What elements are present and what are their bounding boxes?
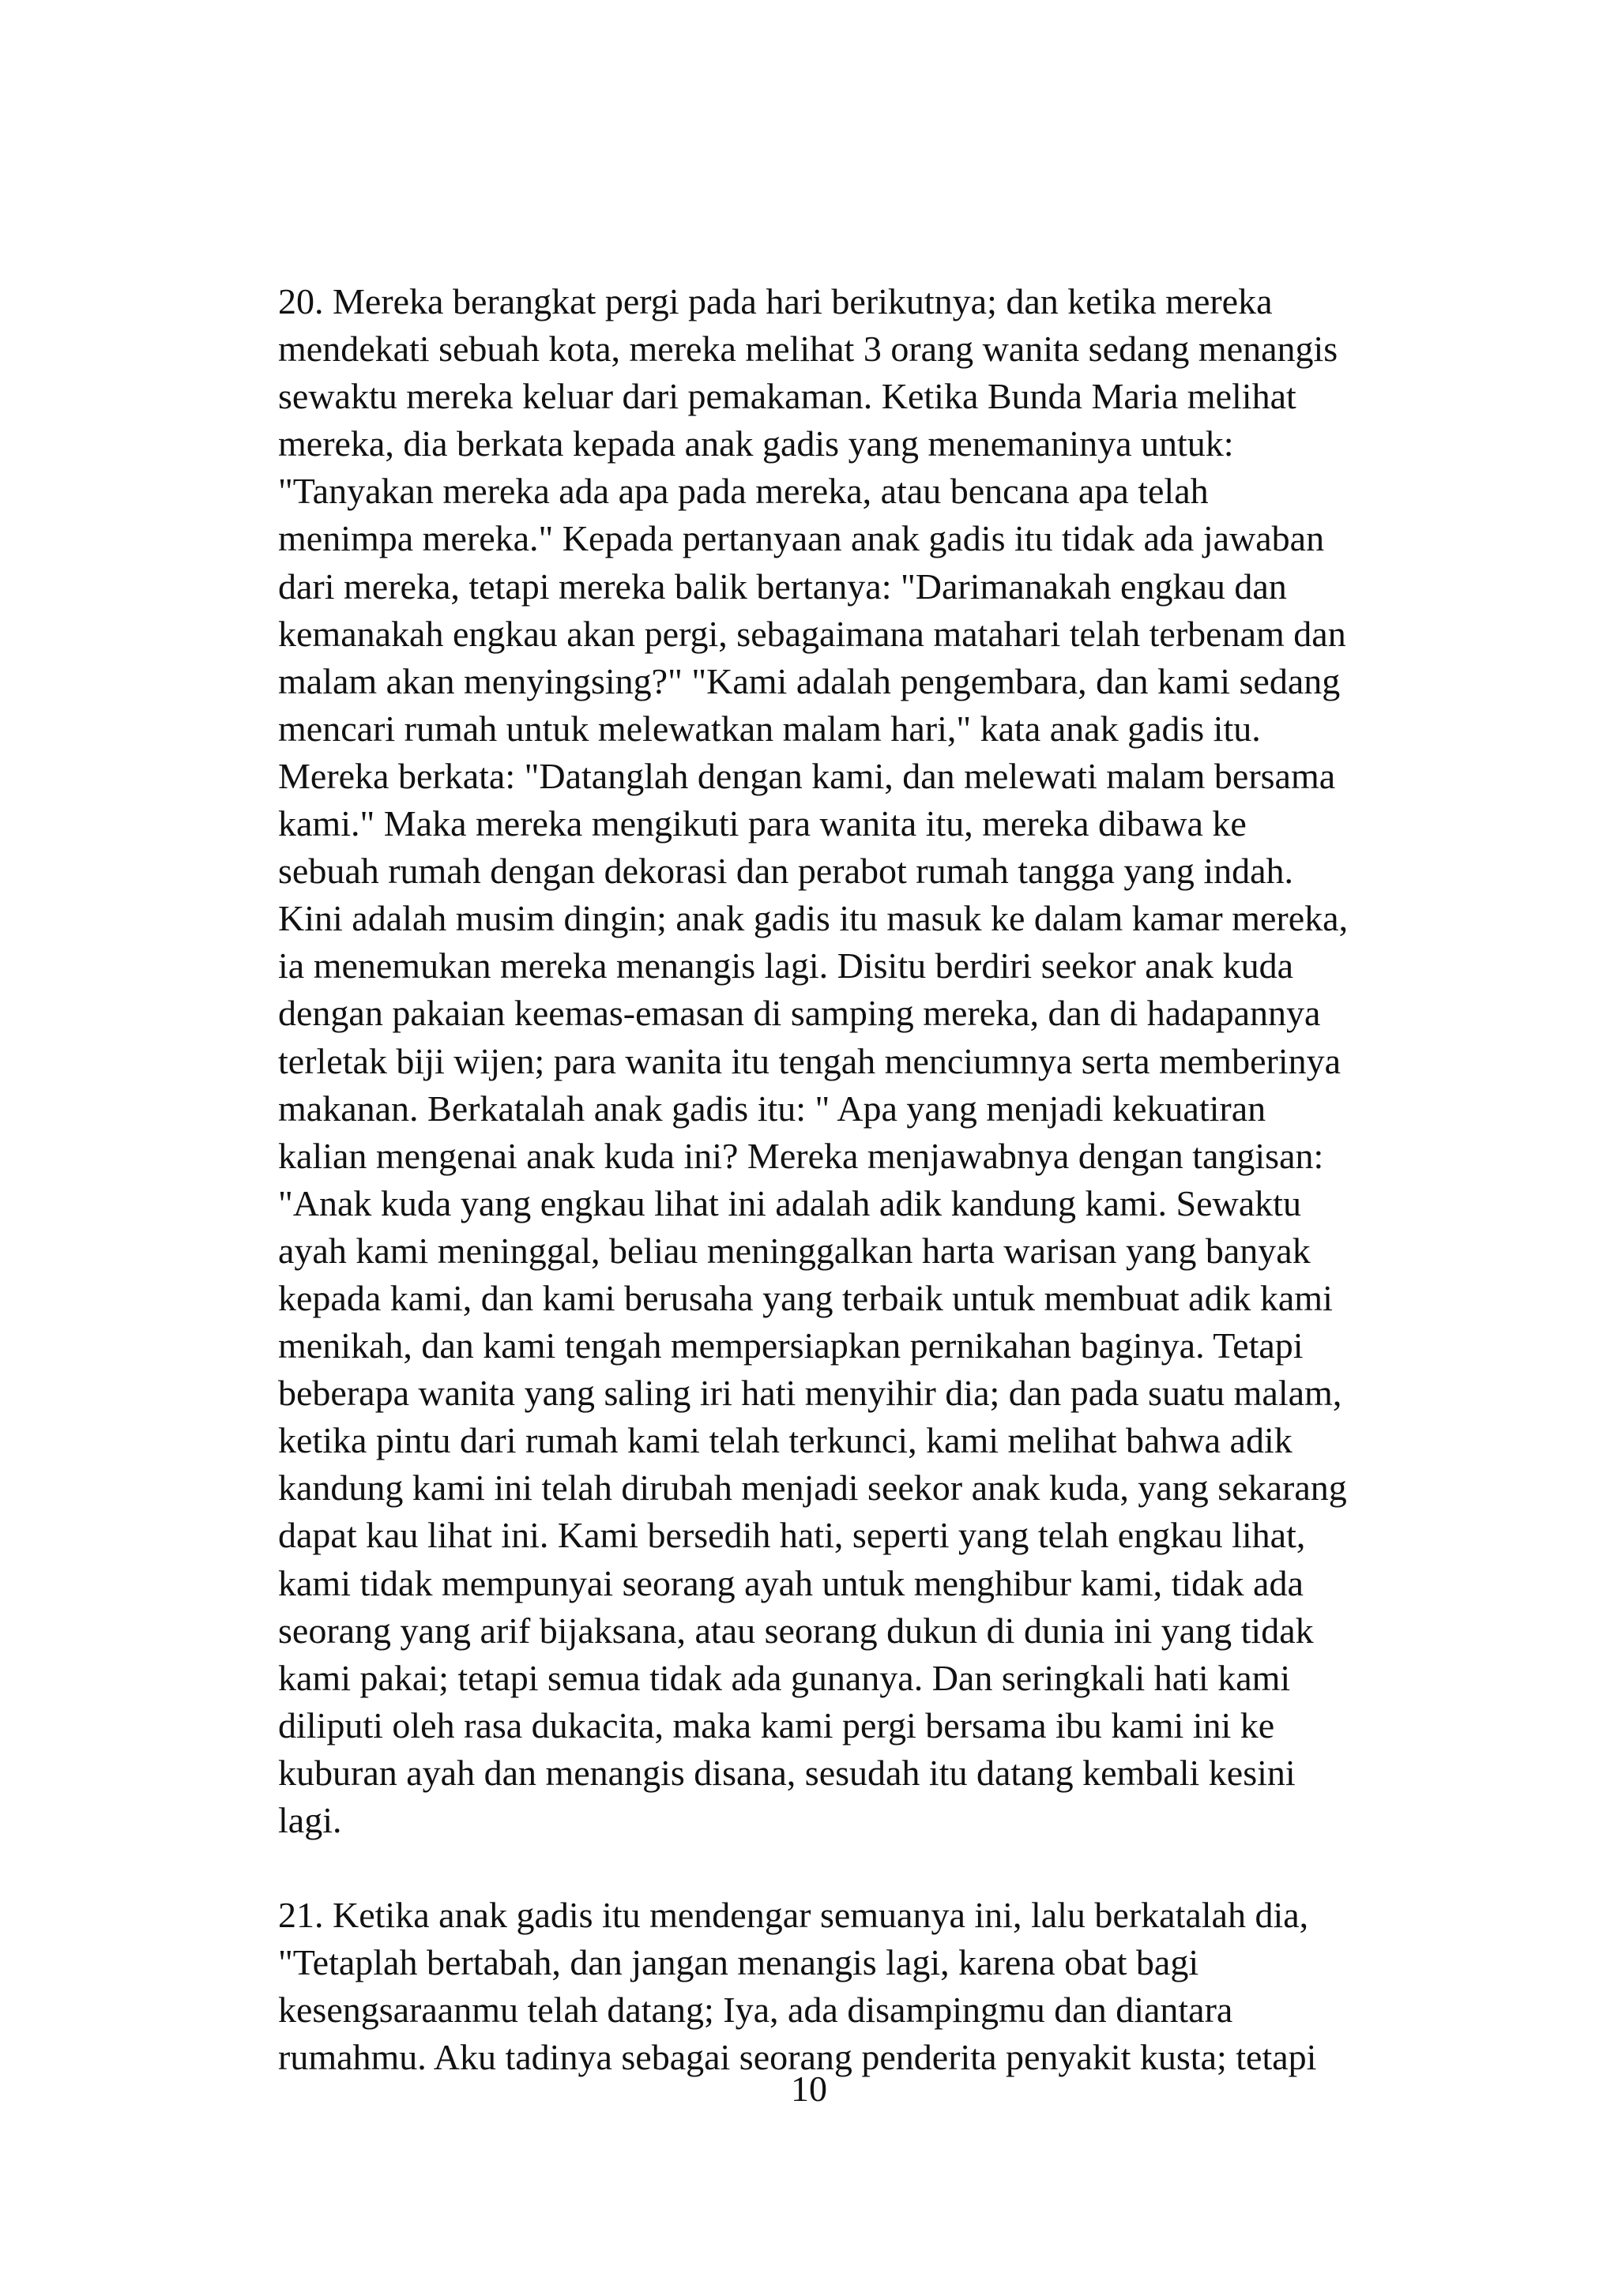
paragraph-20 [278,278,1432,1844]
text-line: mencari rumah untuk melewatkan malam hari," kata anak gadis itu. [278,708,1261,749]
text-line: kami pakai; tetapi semua tidak ada gunanya. Dan seringkali hati kami [278,1657,1291,1698]
text-line: sewaktu mereka keluar dari pemakaman. Ketika Bunda Maria melihat [278,376,1296,417]
text-line: kandung kami ini telah dirubah menjadi seekor anak kuda, yang sekarang [278,1467,1347,1509]
text-line: seorang yang arif bijaksana, atau seorang dukun di dunia ini yang tidak [278,1610,1314,1651]
text-line: mendekati sebuah kota, mereka melihat 3 orang wanita sedang menangis [278,329,1338,370]
text-line: ayah kami meninggal, beliau meninggalkan harta warisan yang banyak [278,1230,1311,1271]
text-line: beberapa wanita yang saling iri hati menyihir dia; dan pada suatu malam, [278,1373,1342,1414]
text-line: kami tidak mempunyai seorang ayah untuk menghibur kami, tidak ada [278,1562,1304,1603]
text-line: menimpa mereka." Kepada pertanyaan anak gadis itu tidak ada jawaban [278,518,1325,559]
text-line: ketika pintu dari rumah kami telah terkunci, kami melihat bahwa adik [278,1420,1293,1461]
text-line: 21. Ketika anak gadis itu mendengar semuanya ini, lalu berkatalah dia, [278,1895,1309,1936]
text-line: kemanakah engkau akan pergi, sebagaimana matahari telah terbenam dan [278,613,1346,654]
text-line: rumahmu. Aku tadinya sebagai seorang penderita penyakit kusta; tetapi [278,2037,1317,2078]
text-line: malam akan menyingsing?" "Kami adalah pengembara, dan kami sedang [278,660,1341,701]
text-line: kalian mengenai anak kuda ini? Mereka menjawabnya dengan tangisan: [278,1135,1324,1176]
text-line: mereka, dia berkata kepada anak gadis yang menemaninya untuk: [278,423,1234,464]
text-line: makanan. Berkatalah anak gadis itu: " Apa yang menjadi kekuatiran [278,1088,1266,1129]
text-line: sebuah rumah dengan dekorasi dan perabot rumah tangga yang indah. [278,851,1294,892]
text-line: menikah, dan kami tengah mempersiapkan pernikahan baginya. Tetapi [278,1325,1304,1366]
text-line: dengan pakaian keemas-emasan di samping mereka, dan di hadapannya [278,993,1321,1034]
text-line: ia menemukan mereka menangis lagi. Disitu berdiri seekor anak kuda [278,945,1294,986]
text-line: dari mereka, tetapi mereka balik bertanya: "Darimanakah engkau dan [278,566,1287,607]
text-line: Mereka berkata: "Datanglah dengan kami, dan melewati malam bersama [278,755,1336,796]
text-line: kuburan ayah dan menangis disana, sesudah itu datang kembali kesini [278,1752,1296,1793]
paragraph-21 [278,1892,1432,2081]
text-line: dapat kau lihat ini. Kami bersedih hati, seperti yang telah engkau lihat, [278,1515,1306,1556]
page-number: 10 [791,2069,827,2109]
text-line: terletak biji wijen; para wanita itu tengah menciumnya serta memberinya [278,1040,1341,1081]
text-line: "Anak kuda yang engkau lihat ini adalah adik kandung kami. Sewaktu [278,1182,1301,1223]
text-line: 20. Mereka berangkat pergi pada hari berikutnya; dan ketika mereka [278,281,1273,321]
text-line: Kini adalah musim dingin; anak gadis itu masuk ke dalam kamar mereka, [278,898,1349,939]
text-line: kesengsaraanmu telah datang; Iya, ada disampingmu dan diantara [278,1990,1233,2031]
text-line: kepada kami, dan kami berusaha yang terbaik untuk membuat adik kami [278,1277,1333,1318]
text-line: lagi. [278,1800,342,1840]
text-line: "Tanyakan mereka ada apa pada mereka, atau bencana apa telah [278,471,1209,512]
body-text [278,278,1432,2081]
text-line: "Tetaplah bertabah, dan jangan menangis lagi, karena obat bagi [278,1942,1199,1983]
text-line: diliputi oleh rasa dukacita, maka kami pergi bersama ibu kami ini ke [278,1704,1275,1745]
text-line: kami." Maka mereka mengikuti para wanita itu, mereka dibawa ke [278,803,1247,844]
